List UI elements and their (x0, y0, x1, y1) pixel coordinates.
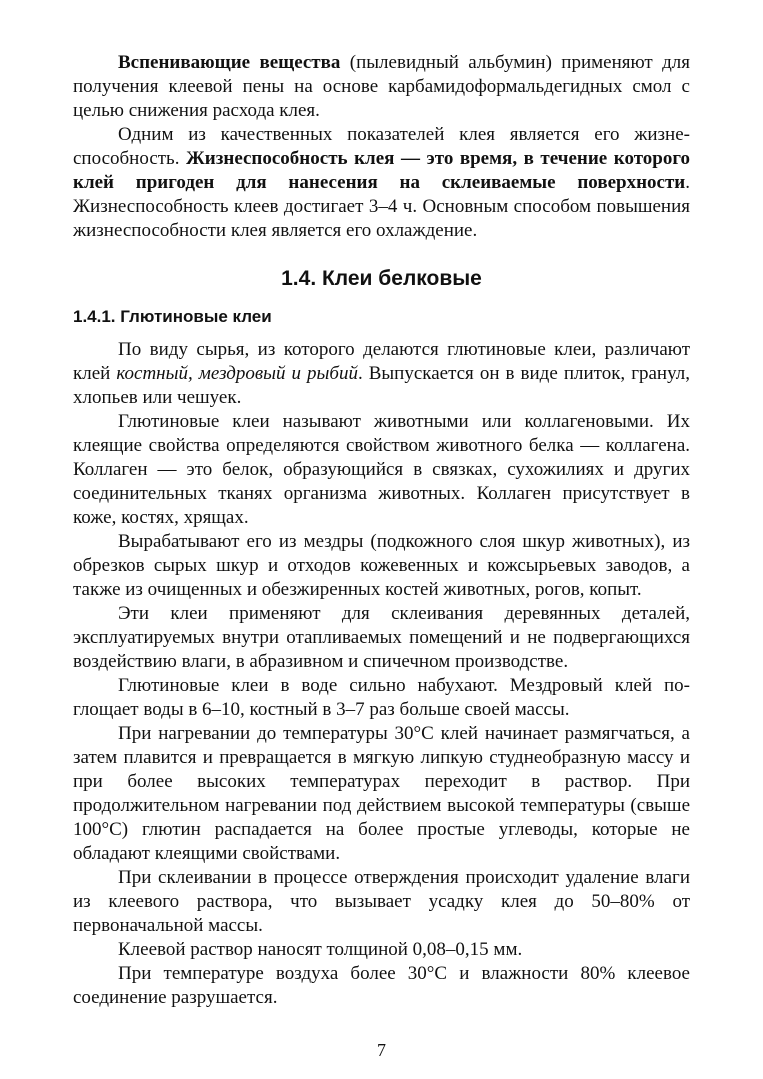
paragraph: При температуре воздуха более 30°С и влажности 80% клеевое соединение разрушается. (73, 963, 690, 1008)
paragraph: Глютиновые клеи называют животными или коллагеновыми. Их клеящие свойства определяются свойством животного белка — коллагена. Коллаген — это белок, образующийся в связках, сухожилиях и других соединительных тканях организма животных. Коллаген присутствует в коже, костях, хрящах. (73, 411, 690, 528)
paragraph-glue-types: По виду сырья, из которого делаются глютиновые клеи, различают клей костный, мездровый и рыбий. Выпускается он в виде плиток, гранул, хлопьев или чешуек. (73, 339, 690, 408)
page-number: 7 (377, 1040, 386, 1060)
section-title: 1.4. Клеи белковые (281, 267, 482, 290)
term-foaming-agents: Вспенивающие вещества (118, 52, 341, 73)
paragraph-pot-life: Одним из качественных показателей клея является его жизнеспособность. Жизнеспособность клея — это время, в течение которого клей пригоден для нанесения на склеиваемые поверхности. Жизнеспособность клеев достигает 3–4 ч. Основным способом повышения жизнеспособности клея является его охлаждение. (73, 124, 690, 241)
page-body (73, 51, 690, 1010)
paragraph: При склеивании в процессе отверждения происходит удаление влаги из клеевого раствора, что вызывает усадку клея до 50–80% от первоначальной массы. (73, 867, 690, 936)
paragraph: Вырабатывают его из мездры (подкожного слоя шкур животных), из обрезков сырых шкур и отходов кожевенных и кожсырьевых заводов, а также из очищенных и обезжиренных костей животных, рогов, копыт. (73, 531, 690, 600)
paragraph: Клеевой раствор наносят толщиной 0,08–0,15 мм. (118, 939, 523, 960)
paragraph-foaming-agents: Вспенивающие вещества (пылевидный альбумин) применяют для получения клеевой пены на основе карбамидоформальдегидных смол с целью снижения расхода клея. (73, 52, 690, 121)
paragraph: При нагревании до температуры 30°С клей начинает размягчаться, а затем плавится и превращается в мягкую липкую студнеобразную массу и при более высоких температурах переходит в раствор. При продолжительном нагревании под действием высокой температуры (свыше 100°С) глютин распадается на более простые углеводы, которые не обладают клеящими свойствами. (73, 723, 690, 864)
definition-pot-life: Жизнеспособность клея — это время, в течение которого клей пригоден для нанесения на склеиваемые поверхности (73, 148, 690, 193)
paragraph: Эти клеи применяют для склеивания деревянных деталей, эксплуатируемых внутри отапливаемых помещений и не подвергающихся воздействию влаги, в абразивном и спичечном производстве. (73, 603, 690, 672)
subsection-title: 1.4.1. Глютиновые клеи (73, 307, 272, 326)
paragraph: Глютиновые клеи в воде сильно набухают. Мездровый клей поглощает воды в 6–10, костный в 3–7 раз больше своей массы. (73, 675, 690, 720)
glue-types-italic: костный, мездровый и рыбий (116, 363, 358, 384)
